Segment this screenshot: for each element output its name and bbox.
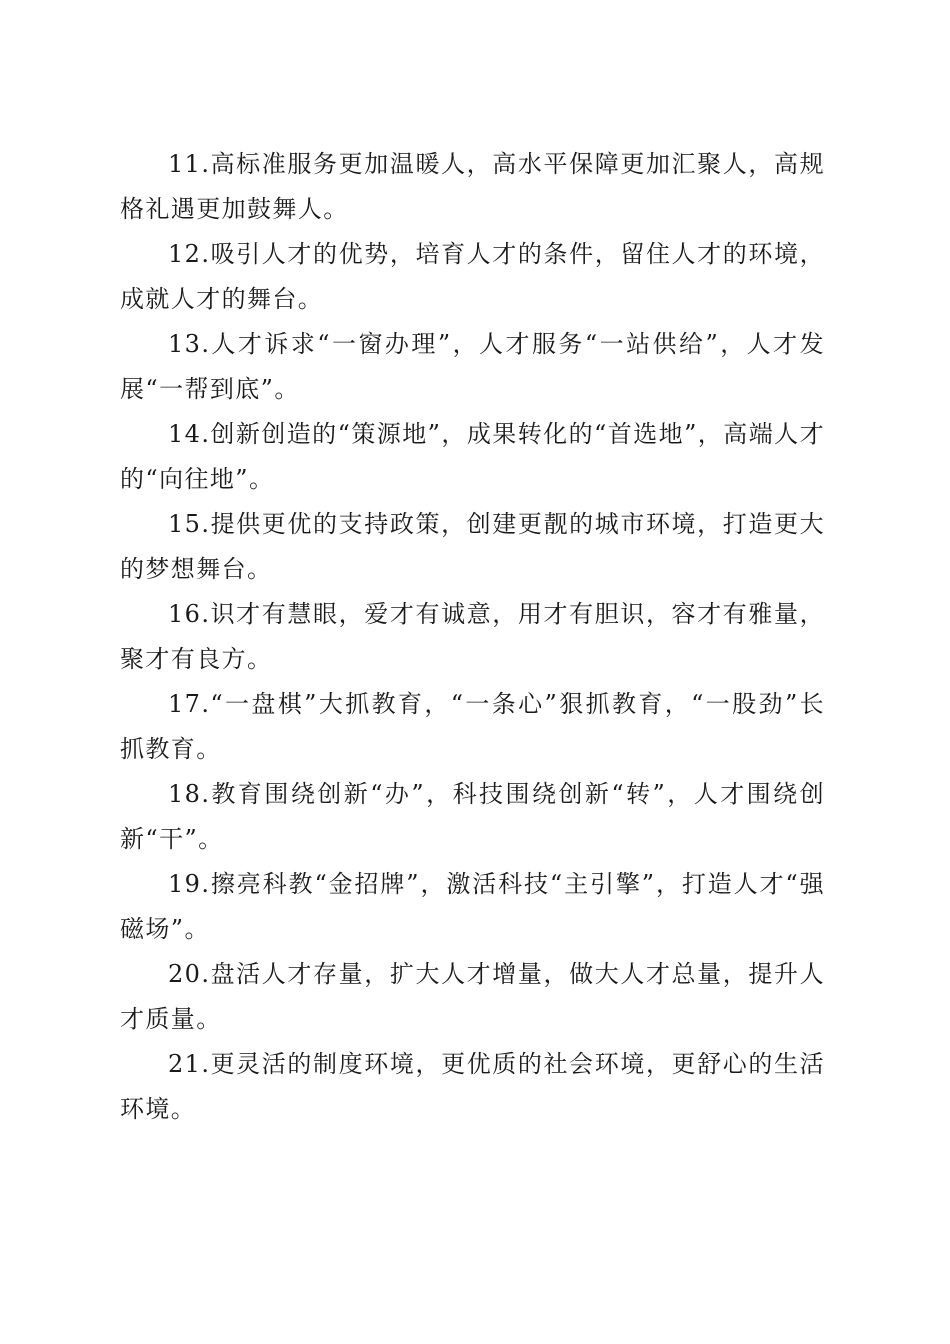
paragraph-14: 14.创新创造的“策源地”，成果转化的“首选地”，高端人才的“向往地”。 xyxy=(120,420,825,493)
paragraph-17: 17.“一盘棋”大抓教育，“一条心”狠抓教育，“一股劲”长抓教育。 xyxy=(120,690,825,763)
paragraph-12: 12.吸引人才的优势，培育人才的条件，留住人才的环境，成就人才的舞台。 xyxy=(120,240,825,313)
paragraph-15: 15.提供更优的支持政策，创建更靓的城市环境，打造更大的梦想舞台。 xyxy=(120,510,825,583)
paragraph-13: 13.人才诉求“一窗办理”，人才服务“一站供给”，人才发展“一帮到底”。 xyxy=(120,330,825,403)
paragraph-18: 18.教育围绕创新“办”，科技围绕创新“转”，人才围绕创新“干”。 xyxy=(120,780,825,853)
paragraph-16: 16.识才有慧眼，爱才有诚意，用才有胆识，容才有雅量，聚才有良方。 xyxy=(120,600,825,673)
paragraph-11: 11.高标准服务更加温暖人，高水平保障更加汇聚人，高规格礼遇更加鼓舞人。 xyxy=(120,150,825,223)
paragraph-21: 21.更灵活的制度环境，更优质的社会环境，更舒心的生活环境。 xyxy=(120,1050,825,1123)
document-body xyxy=(120,142,825,1132)
paragraph-20: 20.盘活人才存量，扩大人才增量，做大人才总量，提升人才质量。 xyxy=(120,960,825,1033)
paragraph-19: 19.擦亮科教“金招牌”，激活科技“主引擎”，打造人才“强磁场”。 xyxy=(120,870,825,943)
